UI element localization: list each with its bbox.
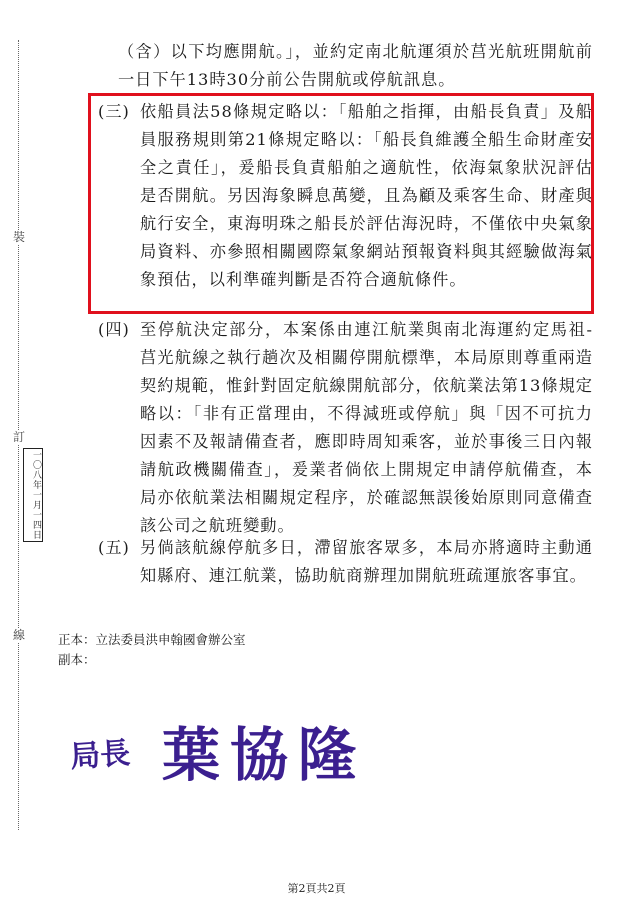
top-continuation-text: （含）以下均應開航。」，並約定南北航運須於莒光航班開航前一日下午13時30分前公告開航或停航訊息。 [118,42,593,89]
paragraph-4-number: (四) [98,320,130,339]
red-highlight-box [88,93,594,314]
paragraph-4 [98,316,593,540]
recipient-copy: 副本： [58,652,96,667]
paragraph-4-text: 至停航決定部分，本案係由連江航業與南北海運約定馬祖-莒光航線之執行趟次及相關停開航標準，本局原則尊重兩造契約規範，惟針對固定航線開航部分，依航業法第13條規定略以：「非有正當理由，不得減班或停航」與「因不可抗力因素不及報請備查者，應即時周知乘客，並於事後三日內報請航政機關備查」，爰業者倘依上開規定申請停航備查，本局亦依航業法相關規定程序，於確認無誤後始原則同意備查該公司之航班變動。 [140,320,593,535]
binding-char-top: 裝 [13,230,26,244]
paragraph-5 [98,534,593,590]
binding-char-mid: 訂 [13,430,26,444]
paragraph-5-text: 另倘該航線停航多日，滯留旅客眾多，本局亦將適時主動通知縣府、連江航業，協助航商辦理加開航班疏運旅客事宜。 [140,538,593,585]
page-number: 第2頁共2頁 [287,882,346,895]
signature-name: 葉協隆 [162,721,367,789]
director-signature [70,708,400,792]
receipt-stamp: 一〇八年一月一四日 [23,448,43,542]
paragraph-3-number: (三) [98,102,130,121]
top-continuation [98,38,593,94]
signature-title: 局長 [69,735,132,776]
binding-char-bottom: 線 [13,628,26,642]
recipient-primary: 正本：立法委員洪申翰國會辦公室 [58,632,246,647]
paragraph-3-text: 依船員法58條規定略以：「船舶之指揮，由船長負責」及船員服務規則第21條規定略以：「船長負維護全船生命財產安全之責任」，爰船長負責船舶之適航性，依海氣象狀況評估是否開航。另因海象瞬息萬變，且為顧及乘客生命、財產與航行安全，東海明珠之船長於評估海況時，不僅依中央氣象局資料、亦參照相關國際氣象網站預報資料與其經驗做海氣象預估，以利準確判斷是否符合適航條件。 [140,102,593,289]
paragraph-5-number: (五) [98,538,130,557]
